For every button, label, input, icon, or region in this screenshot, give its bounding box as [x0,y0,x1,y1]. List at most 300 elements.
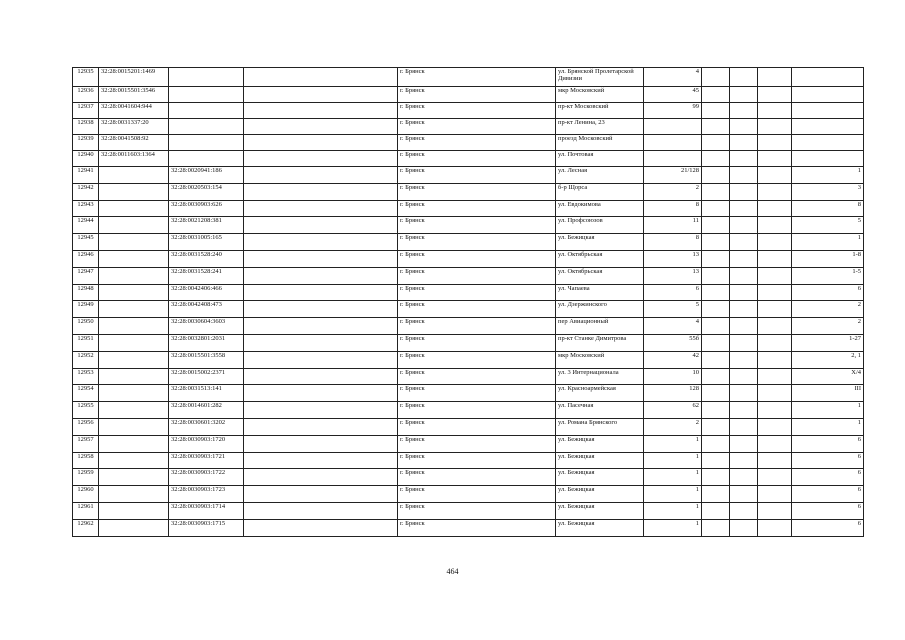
empty-cell [730,301,758,318]
city-cell: г. Брянск [398,119,556,135]
unit-number: III [792,385,864,402]
empty-cell [244,167,398,184]
house-number [644,119,702,135]
empty-cell [702,301,730,318]
table-row [73,267,864,284]
street-cell: ул. Брянской Пролетарской Дивизии [556,68,644,87]
city-cell: г. Брянск [398,301,556,318]
table-row [73,418,864,435]
empty-cell [758,284,792,301]
unit-number: 6 [792,486,864,503]
cadastral-number-b: 32:28:0031005:165 [169,234,244,251]
empty-cell [730,385,758,402]
cadastral-number-a [99,351,169,368]
empty-cell [702,183,730,200]
unit-number: 2, 1 [792,351,864,368]
city-cell: г. Брянск [398,452,556,469]
table-row [73,151,864,167]
table-row [73,167,864,184]
unit-number: 6 [792,502,864,519]
city-cell: г. Брянск [398,385,556,402]
unit-number: 1 [792,167,864,184]
cadastral-number-b: 32:28:0020503:154 [169,183,244,200]
house-number: 45 [644,87,702,103]
street-cell: б-р Щорса [556,183,644,200]
table-row [73,318,864,335]
empty-cell [702,334,730,351]
empty-cell [758,234,792,251]
row-id: 12938 [73,119,99,135]
cadastral-number-b [169,119,244,135]
cadastral-number-a [99,418,169,435]
empty-cell [758,385,792,402]
table-row [73,502,864,519]
city-cell: г. Брянск [398,103,556,119]
table-row [73,119,864,135]
street-cell: мкр Московский [556,351,644,368]
city-cell: г. Брянск [398,418,556,435]
cadastral-number-a [99,334,169,351]
city-cell: г. Брянск [398,87,556,103]
house-number: 2 [644,418,702,435]
empty-cell [730,87,758,103]
street-cell: ул. Профсоюзов [556,217,644,234]
empty-cell [730,68,758,87]
empty-cell [244,402,398,419]
empty-cell [244,502,398,519]
empty-cell [244,519,398,536]
table-row [73,183,864,200]
table-row [73,301,864,318]
house-number: 1 [644,452,702,469]
cadastral-number-b: 32:28:0030604:3603 [169,318,244,335]
cadastral-number-b: 32:28:0042408:473 [169,301,244,318]
empty-cell [730,402,758,419]
house-number [644,135,702,151]
empty-cell [702,200,730,217]
page-number: 464 [446,567,459,576]
empty-cell [244,217,398,234]
cadastral-number-a [99,402,169,419]
street-cell: пр-кт Ленина, 23 [556,119,644,135]
unit-number: 2 [792,318,864,335]
row-id: 12955 [73,402,99,419]
empty-cell [758,183,792,200]
cadastral-number-b: 32:28:0031513:141 [169,385,244,402]
street-cell: ул. Бежицкая [556,452,644,469]
cadastral-number-b: 32:28:0020941:186 [169,167,244,184]
city-cell: г. Брянск [398,519,556,536]
street-cell: пер Авиационный [556,318,644,335]
street-cell: ул. Чапаева [556,284,644,301]
empty-cell [758,469,792,486]
cadastral-number-a [99,368,169,385]
table-row [73,435,864,452]
empty-cell [730,435,758,452]
empty-cell [758,119,792,135]
row-id: 12962 [73,519,99,536]
empty-cell [758,135,792,151]
house-number: 4 [644,318,702,335]
row-id: 12942 [73,183,99,200]
street-cell: ул. Бежицкая [556,486,644,503]
cadastral-number-a [99,267,169,284]
house-number: 8 [644,234,702,251]
cadastral-number-a [99,469,169,486]
row-id: 12959 [73,469,99,486]
empty-cell [702,452,730,469]
table-row [73,486,864,503]
property-register-table [72,67,864,537]
empty-cell [758,418,792,435]
row-id: 12939 [73,135,99,151]
city-cell: г. Брянск [398,368,556,385]
empty-cell [702,502,730,519]
empty-cell [730,351,758,368]
table-row [73,452,864,469]
empty-cell [244,151,398,167]
empty-cell [758,68,792,87]
house-number: 13 [644,267,702,284]
unit-number: 3 [792,183,864,200]
empty-cell [244,200,398,217]
cadastral-number-a [99,301,169,318]
empty-cell [244,486,398,503]
row-id: 12956 [73,418,99,435]
table-row [73,334,864,351]
cadastral-number-b: 32:28:0030903:1722 [169,469,244,486]
cadastral-number-b: 32:28:0042406:466 [169,284,244,301]
empty-cell [244,318,398,335]
street-cell: пр-кт Московский [556,103,644,119]
empty-cell [758,486,792,503]
unit-number: 1-27 [792,334,864,351]
empty-cell [244,301,398,318]
house-number: 21/128 [644,167,702,184]
empty-cell [758,200,792,217]
house-number: 8 [644,200,702,217]
cadastral-number-b: 32:28:0030601:3202 [169,418,244,435]
row-id: 12941 [73,167,99,184]
empty-cell [244,284,398,301]
empty-cell [702,351,730,368]
street-cell: ул. Красноармейская [556,385,644,402]
empty-cell [244,103,398,119]
house-number: 62 [644,402,702,419]
empty-cell [758,402,792,419]
cadastral-number-b: 32:28:0015002:2371 [169,368,244,385]
street-cell: ул. 3 Интернационала [556,368,644,385]
house-number: 2 [644,183,702,200]
table-row [73,234,864,251]
empty-cell [730,234,758,251]
cadastral-number-b: 32:28:0030903:1720 [169,435,244,452]
city-cell: г. Брянск [398,200,556,217]
empty-cell [730,452,758,469]
unit-number [792,103,864,119]
house-number: 1 [644,502,702,519]
empty-cell [244,68,398,87]
cadastral-number-b: 32:28:0030903:626 [169,200,244,217]
cadastral-number-a [99,435,169,452]
house-number: 1 [644,486,702,503]
table-row [73,87,864,103]
empty-cell [730,469,758,486]
empty-cell [758,452,792,469]
empty-cell [702,418,730,435]
cadastral-number-a [99,452,169,469]
street-cell: ул. Октябрьская [556,250,644,267]
city-cell: г. Брянск [398,250,556,267]
row-id: 12945 [73,234,99,251]
empty-cell [758,301,792,318]
empty-cell [730,519,758,536]
empty-cell [702,167,730,184]
street-cell: ул. Бежицкая [556,502,644,519]
city-cell: г. Брянск [398,402,556,419]
cadastral-number-a [99,234,169,251]
empty-cell [702,87,730,103]
house-number: 1 [644,519,702,536]
house-number: 4 [644,68,702,87]
unit-number: 2 [792,301,864,318]
row-id: 12950 [73,318,99,335]
cadastral-number-a: 32:28:0031337:20 [99,119,169,135]
street-cell: ул. Бежицкая [556,469,644,486]
cadastral-number-a [99,519,169,536]
city-cell: г. Брянск [398,469,556,486]
row-id: 12940 [73,151,99,167]
row-id: 12947 [73,267,99,284]
empty-cell [702,267,730,284]
street-cell: проезд Московский [556,135,644,151]
street-cell: ул. Лесная [556,167,644,184]
empty-cell [730,119,758,135]
empty-cell [758,368,792,385]
row-id: 12944 [73,217,99,234]
row-id: 12961 [73,502,99,519]
table-body [73,68,864,537]
table-row [73,351,864,368]
empty-cell [730,418,758,435]
unit-number [792,135,864,151]
empty-cell [758,351,792,368]
house-number: 1 [644,469,702,486]
cadastral-number-b [169,151,244,167]
unit-number [792,151,864,167]
empty-cell [758,334,792,351]
city-cell: г. Брянск [398,284,556,301]
house-number: 42 [644,351,702,368]
row-id: 12935 [73,68,99,87]
city-cell: г. Брянск [398,151,556,167]
table-row [73,217,864,234]
empty-cell [244,385,398,402]
empty-cell [702,217,730,234]
house-number: 5 [644,301,702,318]
cadastral-number-b: 32:28:0031528:240 [169,250,244,267]
street-cell: ул. Октябрьская [556,267,644,284]
unit-number: X/4 [792,368,864,385]
empty-cell [702,435,730,452]
cadastral-number-a [99,486,169,503]
empty-cell [758,502,792,519]
cadastral-number-b: 32:28:0015501:3558 [169,351,244,368]
cadastral-number-b: 32:28:0031528:241 [169,267,244,284]
empty-cell [730,183,758,200]
house-number: 1 [644,435,702,452]
empty-cell [730,200,758,217]
empty-cell [730,334,758,351]
street-cell: ул. Почтовая [556,151,644,167]
empty-cell [244,250,398,267]
cadastral-number-b: 32:28:0021208:381 [169,217,244,234]
table-row [73,284,864,301]
unit-number: 8 [792,200,864,217]
house-number: 128 [644,385,702,402]
cadastral-number-b [169,68,244,87]
street-cell: мкр Московский [556,87,644,103]
empty-cell [758,435,792,452]
table-row [73,68,864,87]
row-id: 12953 [73,368,99,385]
empty-cell [758,318,792,335]
house-number: 6 [644,284,702,301]
street-cell: ул. Пасечная [556,402,644,419]
city-cell: г. Брянск [398,435,556,452]
row-id: 12946 [73,250,99,267]
city-cell: г. Брянск [398,167,556,184]
empty-cell [758,167,792,184]
unit-number [792,119,864,135]
empty-cell [702,402,730,419]
table-row [73,385,864,402]
city-cell: г. Брянск [398,502,556,519]
empty-cell [730,368,758,385]
empty-cell [244,334,398,351]
city-cell: г. Брянск [398,486,556,503]
empty-cell [758,267,792,284]
empty-cell [244,234,398,251]
empty-cell [702,469,730,486]
street-cell: ул. Романа Брянского [556,418,644,435]
unit-number: 5 [792,217,864,234]
city-cell: г. Брянск [398,68,556,87]
house-number [644,151,702,167]
cadastral-number-b [169,87,244,103]
street-cell: ул. Бежицкая [556,234,644,251]
row-id: 12952 [73,351,99,368]
empty-cell [244,119,398,135]
city-cell: г. Брянск [398,334,556,351]
unit-number: 6 [792,284,864,301]
empty-cell [244,87,398,103]
table-row [73,368,864,385]
street-cell: ул. Евдокимова [556,200,644,217]
empty-cell [758,103,792,119]
empty-cell [730,284,758,301]
cadastral-number-a [99,284,169,301]
city-cell: г. Брянск [398,267,556,284]
row-id: 12960 [73,486,99,503]
unit-number [792,87,864,103]
cadastral-number-b: 32:28:0032801:2031 [169,334,244,351]
unit-number: 1 [792,234,864,251]
empty-cell [758,519,792,536]
house-number: 10 [644,368,702,385]
unit-number: 1-8 [792,250,864,267]
house-number: 13 [644,250,702,267]
empty-cell [244,351,398,368]
row-id: 12958 [73,452,99,469]
empty-cell [702,250,730,267]
unit-number: 1-5 [792,267,864,284]
cadastral-number-b [169,103,244,119]
empty-cell [758,250,792,267]
empty-cell [702,68,730,87]
row-id: 12948 [73,284,99,301]
empty-cell [244,452,398,469]
cadastral-number-a [99,250,169,267]
empty-cell [758,217,792,234]
table-row [73,469,864,486]
cadastral-number-a [99,200,169,217]
unit-number: 6 [792,469,864,486]
table-row [73,519,864,536]
city-cell: г. Брянск [398,217,556,234]
street-cell: ул. Дзержинского [556,301,644,318]
cadastral-number-b [169,135,244,151]
empty-cell [702,368,730,385]
house-number: 55б [644,334,702,351]
unit-number: 6 [792,452,864,469]
unit-number: 6 [792,435,864,452]
unit-number: 1 [792,418,864,435]
empty-cell [730,318,758,335]
empty-cell [702,284,730,301]
cadastral-number-b: 32:28:0030903:1723 [169,486,244,503]
empty-cell [244,418,398,435]
empty-cell [730,151,758,167]
cadastral-number-a [99,183,169,200]
cadastral-number-a: 32:28:0041604:944 [99,103,169,119]
empty-cell [702,234,730,251]
cadastral-number-b: 32:28:0030903:1714 [169,502,244,519]
table-row [73,103,864,119]
cadastral-number-b: 32:28:0030903:1721 [169,452,244,469]
empty-cell [730,103,758,119]
empty-cell [702,103,730,119]
cadastral-number-a: 32:28:0015201:1469 [99,68,169,87]
empty-cell [244,183,398,200]
empty-cell [730,267,758,284]
street-cell: ул. Бежицкая [556,519,644,536]
cadastral-number-a: 32:28:0041508:92 [99,135,169,151]
row-id: 12937 [73,103,99,119]
empty-cell [758,151,792,167]
city-cell: г. Брянск [398,351,556,368]
house-number: 99 [644,103,702,119]
table-row [73,200,864,217]
empty-cell [702,151,730,167]
row-id: 12949 [73,301,99,318]
row-id: 12957 [73,435,99,452]
empty-cell [730,135,758,151]
row-id: 12954 [73,385,99,402]
empty-cell [244,435,398,452]
city-cell: г. Брянск [398,318,556,335]
empty-cell [244,135,398,151]
